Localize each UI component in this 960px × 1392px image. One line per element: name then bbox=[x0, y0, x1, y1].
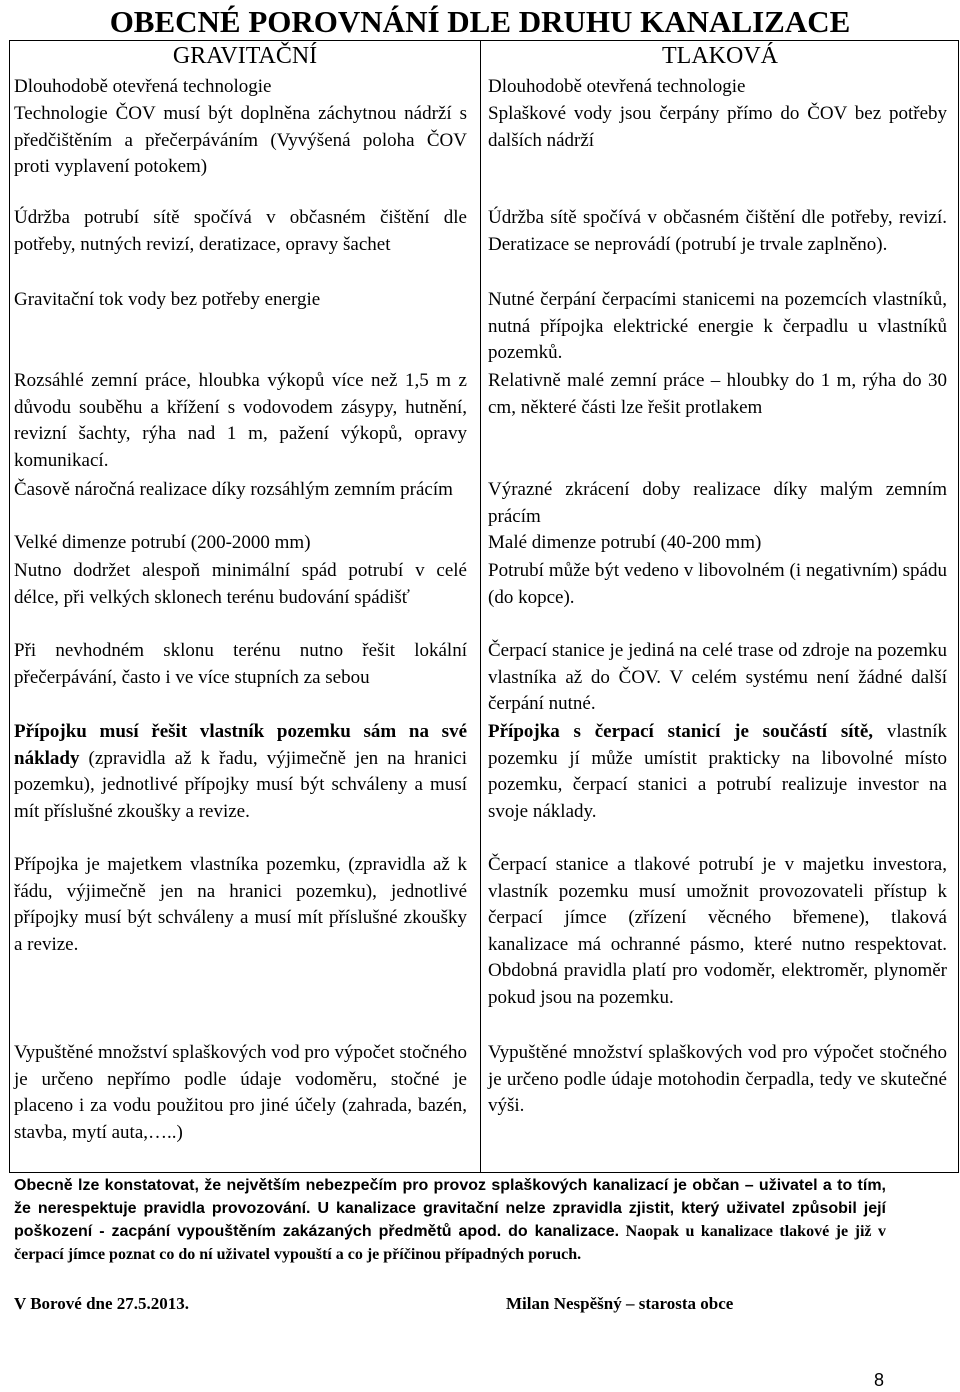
row-10-gravitational-bold: Přípojku musí řešit vlastník pozemku sám na své náklady bbox=[14, 721, 472, 769]
table-border-right bbox=[958, 40, 959, 1172]
row-10-pressure bbox=[488, 719, 952, 825]
row-12-gravitational: Vypuštěné množství splaškových vod pro výpočet stočného je určeno nepřímo podle údaje vodoměru, stočné je placeno i za vodu použitou pro jiné účely (zahrada, bazén, stavba, mytí auta,…..) bbox=[14, 1042, 472, 1143]
row-6-pressure: Výrazné zkrácení doby realizace díky malým zemním prácím bbox=[488, 479, 952, 527]
column-header-pressure: TLAKOVÁ bbox=[662, 43, 778, 69]
table-border-middle bbox=[480, 40, 481, 1172]
row-9-pressure: Čerpací stanice je jediná na celé trase od zdroje na pozemku vlastníka až do ČOV. V celém systému není žádné další čerpání nutné. bbox=[488, 640, 952, 715]
row-1-pressure: Dlouhodobě otevřená technologie bbox=[488, 76, 746, 97]
signatory: Milan Nespěšný – starosta obce bbox=[506, 1294, 734, 1313]
row-3-pressure: Údržba sítě spočívá v občasném čištění dle potřeby, revizí. Deratizace se neprovádí (potrubí je trvale zaplněno). bbox=[488, 207, 952, 255]
row-10-gravitational bbox=[14, 719, 472, 825]
row-2-gravitational: Technologie ČOV musí být doplněna záchytnou nádrží s předčištěním a přečerpáváním (Vyvýšená poloha ČOV proti vyplavení potokem) bbox=[14, 103, 472, 178]
conclusion-sans-text: Obecně lze konstatovat, že největším nebezpečím pro provoz splaškových kanalizací je občan – uživatel a to tím, že nerespektuje pravidla provozování. U kanalizace gravitační nelze zpravidla zjistit, který uživatel způsobil její poškození - zacpání vypouštěním zakázaných předmětů apod. do kanalizace. bbox=[14, 1177, 886, 1240]
row-7-pressure: Malé dimenze potrubí (40-200 mm) bbox=[488, 532, 762, 553]
conclusion-serif-text: Naopak u kanalizace tlakové je již v čerpací jímce poznat co do ní uživatel vypouští a co je příčinou případných poruch. bbox=[14, 1223, 887, 1263]
table-border-left bbox=[9, 40, 10, 1172]
column-header-gravitational: GRAVITAČNÍ bbox=[172, 43, 318, 69]
row-12-pressure: Vypuštěné množství splaškových vod pro výpočet stočného je určeno podle údaje motohodin čerpadla, tedy ve skutečné výši. bbox=[488, 1042, 952, 1117]
table-border-bottom bbox=[9, 1172, 959, 1173]
table-border-top bbox=[9, 40, 959, 41]
place-and-date: V Borové dne 27.5.2013. bbox=[14, 1294, 190, 1313]
conclusion-paragraph bbox=[14, 1174, 886, 1266]
row-1-gravitational: Dlouhodobě otevřená technologie bbox=[14, 76, 272, 97]
row-9-gravitational: Při nevhodném sklonu terénu nutno řešit lokální přečerpávání, často i ve více stupních za sebou bbox=[14, 640, 472, 688]
row-5-pressure: Relativně malé zemní práce – hloubky do 1 m, rýha do 30 cm, některé části lze řešit protlakem bbox=[488, 370, 952, 418]
page-number: 8 bbox=[874, 1370, 885, 1390]
row-10-pressure-bold: Přípojka s čerpací stanicí je součástí sítě, bbox=[488, 721, 874, 742]
page-title: OBECNÉ POROVNÁNÍ DLE DRUHU KANALIZACE bbox=[109, 4, 851, 39]
row-6-gravitational: Časově náročná realizace díky rozsáhlým zemním prácím bbox=[14, 479, 453, 500]
row-4-pressure: Nutné čerpání čerpacími stanicemi na pozemcích vlastníků, nutná přípojka elektrické energie k čerpadlu u vlastníků pozemků. bbox=[488, 289, 952, 364]
row-10-pressure-rest: vlastník pozemku jí může umístit prakticky na libovolné místo pozemku, čerpací stanici a potrubí realizuje investor na svoje náklady. bbox=[488, 721, 952, 822]
row-8-pressure: Potrubí může být vedeno v libovolném (i negativním) spádu (do kopce). bbox=[488, 560, 952, 608]
row-4-gravitational: Gravitační tok vody bez potřeby energie bbox=[14, 289, 321, 310]
row-7-gravitational: Velké dimenze potrubí (200-2000 mm) bbox=[14, 532, 311, 553]
row-10-gravitational-rest: (zpravidla až k řadu, výjimečně jen na hranici pozemku), jednotlivé přípojky musí být schváleny a musí mít příslušné zkoušky a revize. bbox=[14, 747, 472, 822]
row-2-pressure: Splaškové vody jsou čerpány přímo do ČOV bez potřeby dalších nádrží bbox=[488, 103, 952, 151]
row-3-gravitational: Údržba potrubí sítě spočívá v občasném čištění dle potřeby, nutných revizí, deratizace, opravy šachet bbox=[14, 207, 472, 255]
row-8-gravitational: Nutno dodržet alespoň minimální spád potrubí v celé délce, při velkých sklonech terénu budování spádišť bbox=[14, 560, 472, 608]
row-5-gravitational: Rozsáhlé zemní práce, hloubka výkopů více než 1,5 m z důvodu souběhu a křížení s vodovodem zásypy, hutnění, revizní šachty, rýha nad 1 m, pažení výkopů, opravy komunikací. bbox=[14, 370, 472, 471]
row-11-pressure: Čerpací stanice a tlakové potrubí je v majetku investora, vlastník pozemku musí umožnit provozovateli přístup k čerpací jímce (zřízení věcného břemene), tlaková kanalizace má ochranné pásmo, které nutno respektovat. Obdobná pravidla platí pro vodoměr, elektroměr, plynoměr pokud jsou na pozemku. bbox=[488, 854, 952, 1008]
row-11-gravitational: Přípojka je majetkem vlastníka pozemku, (zpravidla až k řádu, výjimečně jen na hranici pozemku), jednotlivé přípojky musí být schváleny a musí mít příslušné zkoušky a revize. bbox=[14, 854, 472, 955]
